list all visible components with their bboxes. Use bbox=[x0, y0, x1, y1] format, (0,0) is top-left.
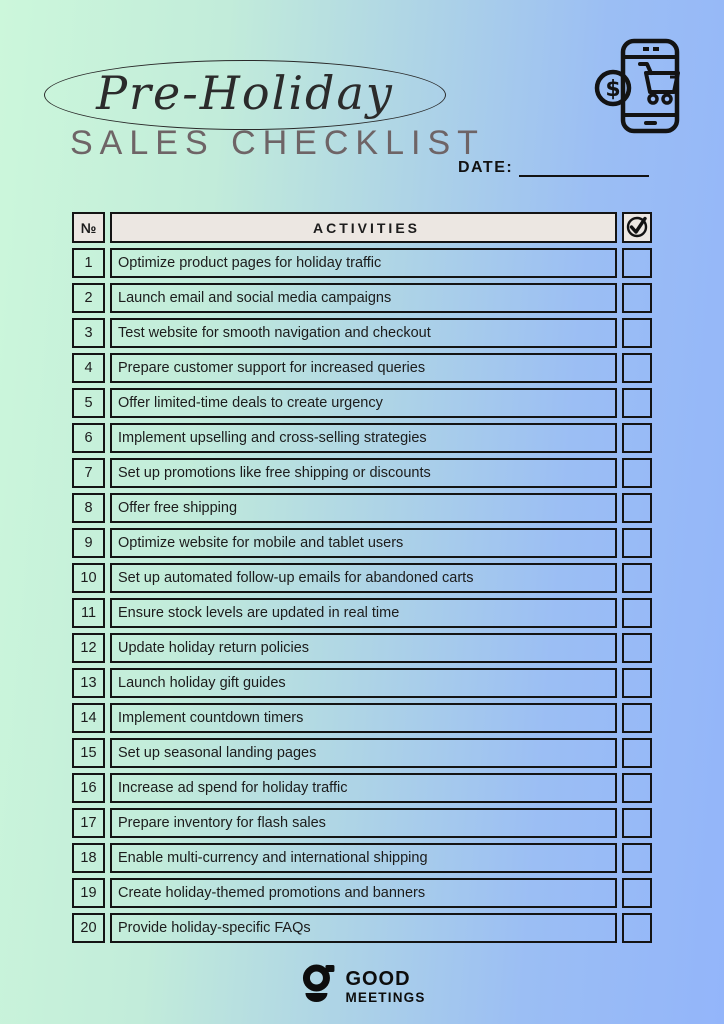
activity-cell: Set up automated follow-up emails for abandoned carts bbox=[110, 563, 617, 593]
row-number-cell: 18 bbox=[72, 843, 105, 873]
check-circle-icon bbox=[625, 214, 649, 242]
activity-cell: Prepare customer support for increased queries bbox=[110, 353, 617, 383]
checkbox-cell[interactable] bbox=[622, 913, 652, 943]
checkbox-cell[interactable] bbox=[622, 493, 652, 523]
row-number-cell: 4 bbox=[72, 353, 105, 383]
checkbox-cell[interactable] bbox=[622, 703, 652, 733]
activity-cell: Increase ad spend for holiday traffic bbox=[110, 773, 617, 803]
activity-cell: Implement countdown timers bbox=[110, 703, 617, 733]
brand-name-line1: GOOD bbox=[345, 967, 411, 990]
checkbox-cell[interactable] bbox=[622, 318, 652, 348]
checkbox-cell[interactable] bbox=[622, 248, 652, 278]
checkbox-cell[interactable] bbox=[622, 668, 652, 698]
row-number-cell: 7 bbox=[72, 458, 105, 488]
mobile-shopping-icon bbox=[594, 36, 686, 141]
checkbox-cell[interactable] bbox=[622, 633, 652, 663]
row-number-cell: 17 bbox=[72, 808, 105, 838]
row-number-cell: 6 bbox=[72, 423, 105, 453]
activity-cell: Optimize website for mobile and tablet users bbox=[110, 528, 617, 558]
row-number-cell: 12 bbox=[72, 633, 105, 663]
activity-cell: Implement upselling and cross-selling strategies bbox=[110, 423, 617, 453]
date-field bbox=[458, 158, 649, 177]
row-number-cell: 11 bbox=[72, 598, 105, 628]
checkbox-cell[interactable] bbox=[622, 423, 652, 453]
good-meetings-logo-icon bbox=[298, 962, 338, 1011]
activity-cell: Update holiday return policies bbox=[110, 633, 617, 663]
row-number-cell: 1 bbox=[72, 248, 105, 278]
activity-cell: Create holiday-themed promotions and banners bbox=[110, 878, 617, 908]
checkbox-cell[interactable] bbox=[622, 843, 652, 873]
checkbox-cell[interactable] bbox=[622, 598, 652, 628]
activity-cell: Test website for smooth navigation and checkout bbox=[110, 318, 617, 348]
checkbox-cell[interactable] bbox=[622, 528, 652, 558]
activity-cell: Optimize product pages for holiday traffic bbox=[110, 248, 617, 278]
date-blank-line[interactable] bbox=[519, 158, 649, 177]
page-subtitle: SALES CHECKLIST bbox=[70, 124, 485, 162]
row-number-cell: 20 bbox=[72, 913, 105, 943]
row-number-cell: 16 bbox=[72, 773, 105, 803]
row-number-cell: 3 bbox=[72, 318, 105, 348]
activity-cell: Ensure stock levels are updated in real time bbox=[110, 598, 617, 628]
activity-cell: Provide holiday-specific FAQs bbox=[110, 913, 617, 943]
row-number-cell: 10 bbox=[72, 563, 105, 593]
checkbox-cell[interactable] bbox=[622, 388, 652, 418]
svg-text:$: $ bbox=[605, 77, 621, 102]
page-title-script: Pre-Holiday bbox=[96, 66, 394, 120]
activity-cell: Offer limited-time deals to create urgency bbox=[110, 388, 617, 418]
row-number-cell: 2 bbox=[72, 283, 105, 313]
header-activities: ACTIVITIES bbox=[110, 212, 617, 243]
row-number-cell: 19 bbox=[72, 878, 105, 908]
brand-name-line2: MEETINGS bbox=[345, 989, 426, 1005]
activity-cell: Offer free shipping bbox=[110, 493, 617, 523]
activity-cell: Prepare inventory for flash sales bbox=[110, 808, 617, 838]
activity-cell: Launch holiday gift guides bbox=[110, 668, 617, 698]
activity-cell: Set up promotions like free shipping or discounts bbox=[110, 458, 617, 488]
row-number-cell: 14 bbox=[72, 703, 105, 733]
row-number-cell: 13 bbox=[72, 668, 105, 698]
checklist-table bbox=[72, 212, 652, 943]
checkbox-cell[interactable] bbox=[622, 353, 652, 383]
activity-cell: Set up seasonal landing pages bbox=[110, 738, 617, 768]
header-check-cell bbox=[622, 212, 652, 243]
row-number-cell: 5 bbox=[72, 388, 105, 418]
checkbox-cell[interactable] bbox=[622, 458, 652, 488]
brand-logo bbox=[298, 962, 425, 1011]
brand-text bbox=[345, 969, 425, 1005]
title-ellipse bbox=[44, 60, 446, 130]
activity-cell: Enable multi-currency and international shipping bbox=[110, 843, 617, 873]
checkbox-cell[interactable] bbox=[622, 878, 652, 908]
row-number-cell: 15 bbox=[72, 738, 105, 768]
checkbox-cell[interactable] bbox=[622, 738, 652, 768]
row-number-cell: 9 bbox=[72, 528, 105, 558]
checkbox-cell[interactable] bbox=[622, 283, 652, 313]
row-number-cell: 8 bbox=[72, 493, 105, 523]
checkbox-cell[interactable] bbox=[622, 808, 652, 838]
date-label: DATE: bbox=[458, 159, 514, 176]
activity-cell: Launch email and social media campaigns bbox=[110, 283, 617, 313]
checkbox-cell[interactable] bbox=[622, 563, 652, 593]
header-number: № bbox=[72, 212, 105, 243]
checkbox-cell[interactable] bbox=[622, 773, 652, 803]
